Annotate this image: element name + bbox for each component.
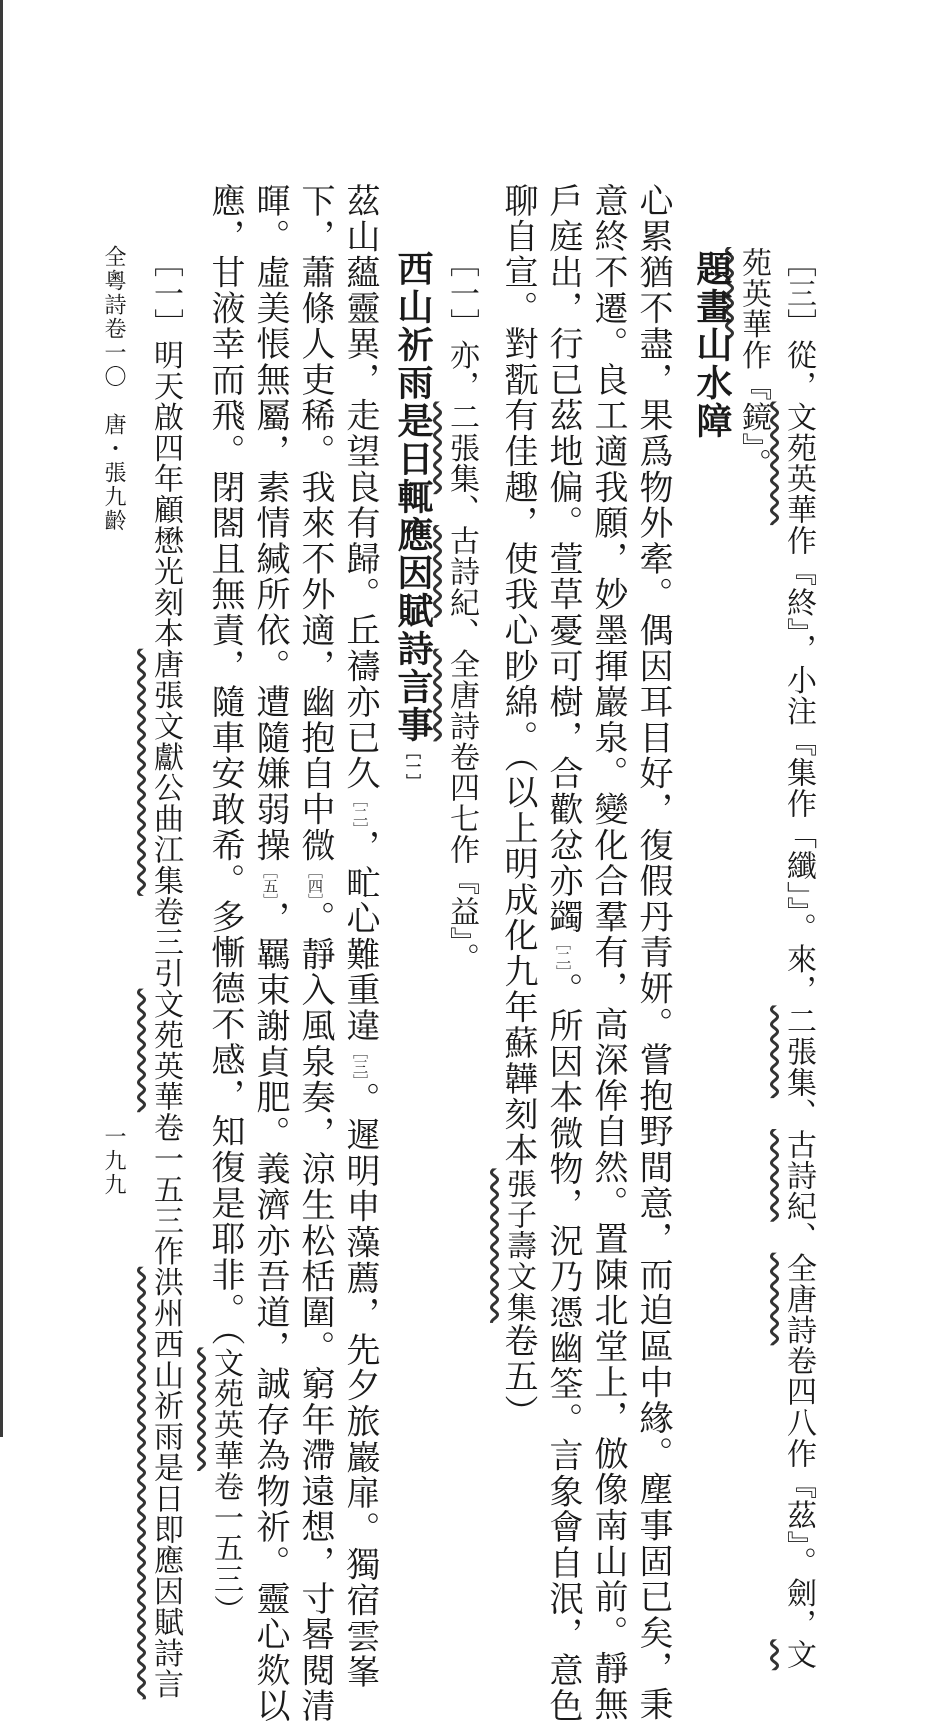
note-marker-3: ［三］ [351, 1043, 369, 1082]
book-title-wenyuan-end: 苑英華 [736, 247, 771, 340]
poem-text: 。所因本微物，況乃憑幽筌。言象會自泯，意色 [543, 972, 583, 1724]
poem2-line-3 [250, 183, 290, 1724]
note-text: ［三］從， [781, 247, 816, 402]
note-marker-4: ［四］ [306, 863, 324, 901]
book-title-quantangshi: 全唐詩 [444, 648, 479, 742]
book-title-gushiji: 古詩紀 [781, 1129, 816, 1222]
book-title-quantangshi: 全唐詩 [781, 1252, 816, 1346]
note-punct: 、 [444, 617, 479, 649]
poem1-line-3 [543, 183, 583, 1724]
note-column-3-part2 [736, 247, 771, 480]
note-column-3-part1 [781, 247, 816, 1671]
poem-title-text: 西山祈雨是日輒應因賦詩言事 [392, 250, 434, 744]
source-text: 卷五） [498, 1322, 538, 1431]
alt-title-text: 洪州西山祈雨是日即應因賦詩言 [148, 1266, 183, 1700]
running-header: 全粵詩卷一〇 唐・張九齡 [101, 245, 126, 533]
poem1-line-1: 心累猶不盡，果爲物外牽。偶因耳目好，復假丹青妍。嘗抱野間意，而迫區中緣。塵事固已矣，秉 [633, 183, 673, 1723]
poem-text: 下，蕭條人吏稀。我來不外適，幽抱自中微 [295, 183, 335, 864]
poem-text: 暉。虛美悵無屬，素情緘所依。遭隨嫌弱操 [250, 183, 290, 864]
note-text: 作『鏡』。 [736, 339, 771, 480]
note-punct: 、 [781, 1221, 816, 1253]
note-text: ［一］明天啟四年顧懋光刻本 [148, 247, 183, 649]
book-title-wenyuan: 文苑英華 [781, 401, 816, 526]
note-marker-5: ［五］ [261, 863, 279, 901]
poem2-line-1 [340, 183, 380, 1691]
poem1-line-2: 意終不遷。良工適我願，妙墨揮巖泉。變化合羣有，高深侔自然。置陳北堂上，倣像南山前。靜無 [588, 183, 628, 1723]
poem-text: 戶庭出，行已茲地偏。萱草憂可樹，合歡忿亦蠲 [543, 183, 583, 935]
note-marker-1: ［一］ [404, 744, 422, 789]
poem-title-1: 題畫山水障 [691, 250, 733, 440]
poem-title-2 [392, 250, 434, 789]
note-text: 卷一五三作 [148, 1112, 183, 1267]
note-marker-2: ［二］ [554, 934, 572, 973]
source-text: 卷一五三） [208, 1471, 243, 1626]
book-title-wenyuan: 文苑英華 [208, 1347, 243, 1472]
poem2-line-2 [295, 183, 335, 1724]
note-punct: 、 [444, 494, 479, 526]
note-text: ［一］亦， [444, 247, 479, 402]
note-text: 卷四八作『茲』。劍， [781, 1345, 816, 1640]
poem-text: 應，甘液幸而飛。閉閤且無責，隨車安敢希。多慚德不感，知復是耶非。（ [205, 183, 245, 1348]
note-text: 作『終』，小注『集作「纖」』。來， [781, 525, 816, 1006]
note-text: 卷四七作『益』。 [444, 741, 479, 974]
book-title-qujiang: 唐張文獻公曲江集 [148, 648, 183, 896]
poem-text: 。靜入風泉奏，涼生松栝圍。窮年滯遠想，寸晷閱清 [295, 900, 335, 1724]
note-marker-2: ［二］ [351, 791, 369, 830]
note-text: 卷三引 [148, 895, 183, 989]
poem-text: 聊自宣。對翫有佳趣，使我心眇綿。（以上明成化九年蘇韡刻本 [498, 183, 538, 1169]
book-title-wenyuan-start: 文 [781, 1639, 816, 1671]
poem-text: 。遲明申藻薦，先夕旅巖扉。獨宿雲峯 [340, 1081, 380, 1691]
book-title-zhangzishou: 張子壽文集 [501, 1168, 536, 1323]
poem2-note-1 [148, 247, 183, 1700]
poem1-note-1 [444, 247, 479, 974]
poem1-line-4 [498, 183, 538, 1431]
poem-text: ，甿心難重違 [340, 829, 380, 1044]
page-number: 一九九 [101, 1125, 126, 1197]
page-edge-shadow [0, 0, 3, 1437]
book-title-wenyuan: 文苑英華 [148, 988, 183, 1113]
poem-text: ，羈束謝貞肥。義濟亦吾道，誠存為物祈。靈心欻以 [250, 900, 290, 1724]
book-title-gushiji: 古詩紀 [444, 525, 479, 618]
poem2-line-4 [205, 183, 245, 1626]
poem-text: 茲山蘊靈異，走望良有歸。丘禱亦已久 [340, 183, 380, 792]
book-title-erzhang: 二張集 [781, 1005, 816, 1099]
book-title-erzhang: 二張集 [444, 401, 479, 495]
note-punct: 、 [781, 1098, 816, 1130]
